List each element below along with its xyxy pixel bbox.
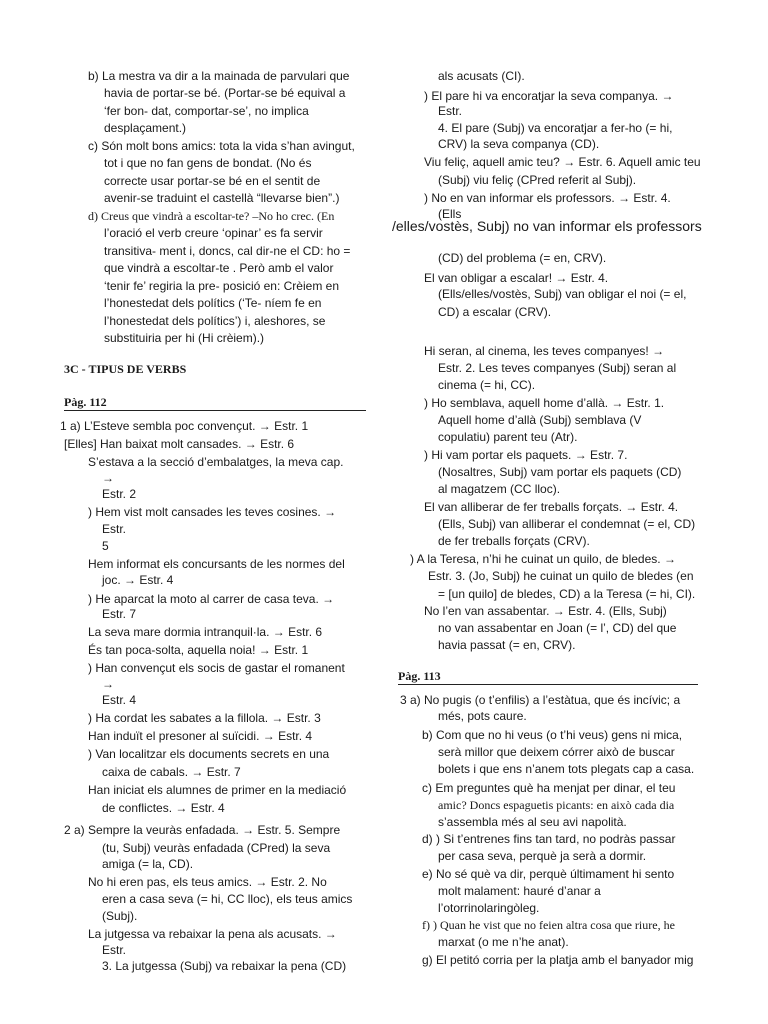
text-line: Estr. 2: [102, 487, 137, 501]
text-line: ) Hi vam portar els paquets. → Estr. 7.: [424, 448, 628, 462]
text-line: (Ells: [438, 207, 462, 221]
text-line: per casa seva, perquè ja serà a dormir.: [438, 849, 647, 863]
text-line: No hi eren pas, els teus amics. → Estr. 2. No: [88, 875, 327, 889]
page-reference: Pàg. 112: [64, 395, 107, 409]
text-line: correcte usar portar-se bé en el sentit de: [104, 174, 321, 188]
text-line: Estr. 3. (Jo, Subj) he cuinat un quilo de bledes (en: [428, 569, 694, 583]
text-line: als acusats (CI).: [438, 69, 525, 83]
text-line: (Ells/elles/vostès, Subj) van obligar el noi (= el,: [438, 287, 687, 301]
text-line: Han induït el presoner al suïcidi. → Estr. 4: [88, 729, 313, 743]
text-line: (Subj).: [102, 909, 138, 923]
heading-underline: [398, 684, 698, 685]
text-line: que vindrà a escoltar-te . Però amb el valor: [104, 261, 334, 275]
text-line: Estr. 2. Les teves companyes (Subj) seran al: [438, 361, 677, 375]
text-line: b) La mestra va dir a la mainada de parvulari que: [88, 69, 350, 83]
text-line: 5: [102, 539, 109, 553]
text-line: Hi seran, al cinema, les teves companyes! →: [424, 344, 665, 358]
text-line: Estr. 4: [102, 693, 137, 707]
text-line: copulatiu) parent teu (Atr).: [438, 430, 578, 444]
text-line: amic? Doncs espaguetis picants: en això cada dia: [438, 798, 675, 812]
text-line: Estr. 7: [102, 607, 137, 621]
text-line: ) Hem vist molt cansades les teves cosines. →: [88, 505, 337, 519]
text-line: ) Han convençut els socis de gastar el romanent: [88, 661, 345, 675]
text-line: d) ) Si t’entrenes fins tan tard, no podràs passar: [422, 832, 676, 846]
text-line: l’honestedat dels polítics’) i, aleshores, se: [104, 314, 326, 328]
text-line: de conflictes. → Estr. 4: [102, 801, 225, 815]
text-line: substituiria per hi (Hi crèiem).): [104, 331, 265, 345]
text-line: No l’en van assabentar. → Estr. 4. (Ells, Subj): [424, 604, 667, 618]
text-line: tot i que no fan gens de bondat. (No és: [104, 156, 312, 170]
text-line: 4. El pare (Subj) va encoratjar a fer-ho (= hi,: [438, 121, 673, 135]
text-line: g) El petitó corria per la platja amb el banyador mig: [422, 953, 694, 967]
text-line: molt malament: hauré d’anar a: [438, 884, 601, 898]
text-line: 2 a) Sempre la veuràs enfadada. → Estr. 5. Sempre: [64, 823, 341, 837]
text-line: desplaçament.): [104, 121, 187, 135]
text-line: al magatzem (CC lloc).: [438, 482, 561, 496]
heading-underline: [64, 410, 366, 411]
text-line: ) Ho semblava, aquell home d’allà. → Estr. 1.: [424, 396, 665, 410]
text-line: d) Creus que vindrà a escoltar-te? –No ho crec. (En: [88, 209, 335, 223]
text-line: = [un quilo] de bledes, CD) a la Teresa (= hi, CI).: [438, 587, 696, 601]
text-line: Estr.: [102, 522, 127, 536]
text-line: ) No en van informar els professors. → Estr. 4.: [424, 191, 671, 205]
text-line: És tan poca-solta, aquella noia! → Estr. 1: [88, 643, 309, 657]
text-line: 1 a) L’Esteve sembla poc convençut. → Estr. 1: [60, 419, 309, 433]
text-line: bolets i que ens n’anem tots plegats cap a casa.: [438, 762, 695, 776]
text-line: CRV) la seva companya (CD).: [438, 137, 600, 151]
text-line: b) Com que no hi veus (o t’hi veus) gens ni mica,: [422, 728, 683, 742]
text-line: ‘fer bon- dat, comportar-se’, no implica: [104, 104, 309, 118]
text-line: [Elles] Han baixat molt cansades. → Estr. 6: [64, 437, 295, 451]
text-line: La seva mare dormia intranquil·la. → Estr. 6: [88, 625, 323, 639]
text-line: avenir-se traduint el castellà “llevarse bien”.): [104, 191, 340, 205]
text-line: de fer treballs forçats (CRV).: [438, 534, 590, 548]
text-line: (tu, Subj) veuràs enfadada (CPred) la seva: [102, 841, 331, 855]
section-heading: 3C - TIPUS DE VERBS: [64, 362, 187, 376]
text-line: El van obligar a escalar! → Estr. 4.: [424, 271, 609, 285]
text-line: cinema (= hi, CC).: [438, 378, 536, 392]
text-line: S’estava a la secció d’embalatges, la meva cap.: [88, 455, 344, 469]
text-line: més, pots caure.: [438, 709, 527, 723]
text-line: Viu feliç, aquell amic teu? → Estr. 6. Aquell amic teu: [424, 155, 701, 169]
text-line: (Ells, Subj) van alliberar el condemnat (= el, CD): [438, 517, 696, 531]
text-line: ) Van localitzar els documents secrets en una: [88, 747, 330, 761]
text-line: caixa de cabals. → Estr. 7: [102, 765, 241, 779]
text-line: (CD) del problema (= en, CRV).: [438, 251, 607, 265]
text-line: 3. La jutgessa (Subj) va rebaixar la pena (CD): [102, 959, 347, 973]
text-line: Estr.: [102, 943, 127, 957]
text-line: Hem informat els concursants de les normes del: [88, 557, 345, 571]
text-line: /elles/vostès, Subj) no van informar els professors: [392, 218, 702, 234]
text-line: →: [102, 471, 114, 485]
text-line: Aquell home d’allà (Subj) semblava (V: [438, 413, 642, 427]
text-line: ) A la Teresa, n’hi he cuinat un quilo, de bledes. →: [410, 552, 676, 566]
text-line: l’honestedat dels polítics (‘Te- níem fe en: [104, 296, 322, 310]
text-line: f) ) Quan he vist que no feien altra cosa que riure, he: [422, 918, 675, 932]
text-line: ) El pare hi va encoratjar la seva companya. →: [424, 89, 674, 103]
text-line: joc. → Estr. 4: [102, 573, 174, 587]
text-line: eren a casa seva (= hi, CC lloc), els teus amics: [102, 892, 353, 906]
text-line: La jutgessa va rebaixar la pena als acusats. →: [88, 927, 337, 941]
text-line: CD) a escalar (CRV).: [438, 305, 552, 319]
text-line: (Subj) viu feliç (CPred referit al Subj).: [438, 173, 637, 187]
text-line: l’otorrinolaringòleg.: [438, 901, 540, 915]
text-line: havia de portar-se bé. (Portar-se bé equival a: [104, 86, 346, 100]
text-line: c) Són molt bons amics: tota la vida s’han avingut,: [88, 139, 355, 153]
text-line: Han iniciat els alumnes de primer en la mediació: [88, 783, 347, 797]
text-line: ‘tenir fe’ regiria la pre- posició en: Crèiem en: [104, 279, 339, 293]
text-line: ) He aparcat la moto al carrer de casa teva. →: [88, 592, 335, 606]
text-line: serà millor que deixem córrer això de buscar: [438, 745, 675, 759]
text-line: e) No sé què va dir, perquè últimament hi sento: [422, 867, 675, 881]
text-line: El van alliberar de fer treballs forçats. → Estr. 4.: [424, 500, 679, 514]
text-line: Estr.: [438, 104, 463, 118]
text-line: ) Ha cordat les sabates a la fillola. → Estr. 3: [88, 711, 321, 725]
text-line: amiga (= la, CD).: [102, 857, 194, 871]
text-line: transitiva- ment i, doncs, cal dir-ne el CD: ho =: [104, 244, 351, 258]
text-line: (Nosaltres, Subj) vam portar els paquets (CD): [438, 465, 682, 479]
text-line: no van assabentar en Joan (= l’, CD) del que: [438, 621, 677, 635]
text-line: →: [102, 677, 114, 691]
text-line: l’oració el verb creure ‘opinar’ es fa servir: [104, 226, 323, 240]
text-line: s’assembla més al seu avi napolità.: [438, 815, 627, 829]
text-line: havia passat (= en, CRV).: [438, 638, 576, 652]
text-line: 3 a) No pugis (o t’enfilis) a l’estàtua, que és incívic; a: [400, 693, 681, 707]
text-line: c) Em preguntes què ha menjat per dinar, el teu: [422, 781, 676, 795]
text-line: marxat (o me n’he anat).: [438, 935, 569, 949]
page-reference: Pàg. 113: [398, 669, 441, 683]
